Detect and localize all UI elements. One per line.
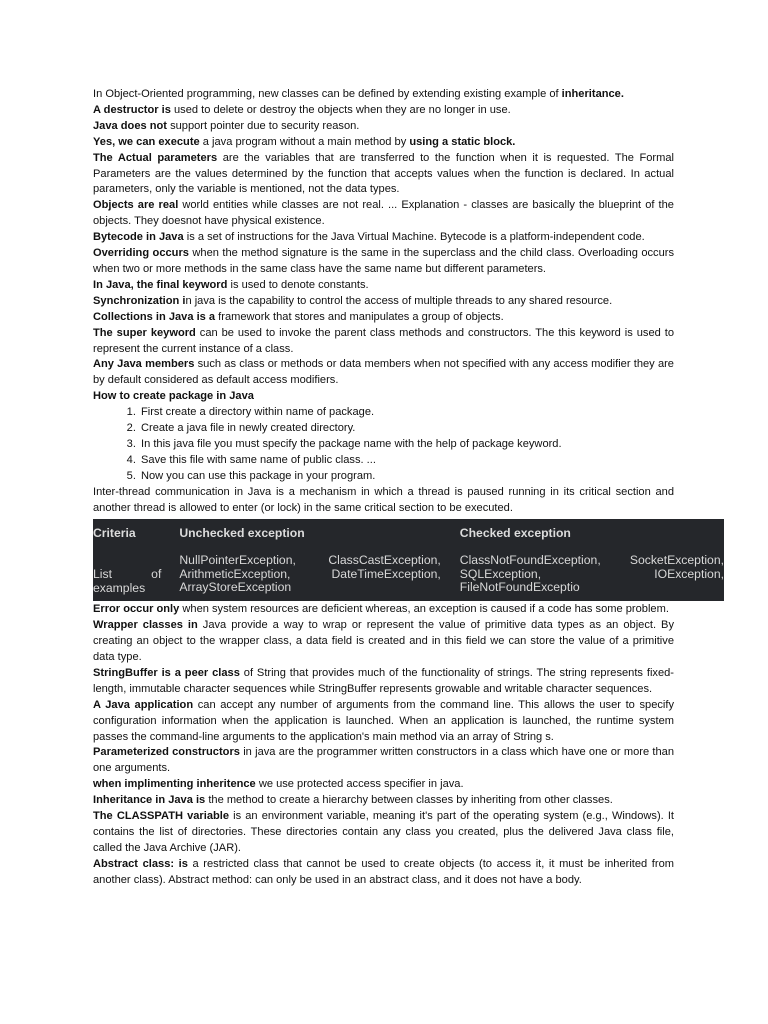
cell-row-label: List of examples xyxy=(93,567,162,595)
list-item: 1. First create a directory within name of package. xyxy=(139,405,674,421)
header-criteria: Criteria xyxy=(93,526,136,541)
paragraph-objects: Objects are real world entities while classes are not real. ... Explanation - classes are basically the blueprint of the objects. They doesnot have physical existence. xyxy=(93,199,674,228)
paragraph-access-modifiers: Any Java members such as class or methods or data members when not specified with any access modifier they are by default considered as default access modifiers. xyxy=(93,358,674,387)
cell-checked-examples: ClassNotFoundException, SocketException, SQLException, IOException, FileNotFoundExceptio xyxy=(459,553,724,595)
section-more-definitions xyxy=(93,602,674,888)
paragraph-destructor: A destructor is used to delete or destroy the objects when they are no longer in use. xyxy=(93,103,511,116)
table-header-row xyxy=(93,519,724,554)
header-unchecked: Unchecked exception xyxy=(179,526,305,541)
paragraph-pointer: Java does not support pointer due to security reason. xyxy=(93,119,360,132)
paragraph-java-application: A Java application can accept any number of arguments from the command line. This allows the user to specify configuration information when the application is launched. When an application is launched, the runtime system passes the command-line arguments to the application's main method via an array of String s. xyxy=(93,698,675,743)
paragraph-static-block: Yes, we can execute a java program without a main method by using a static block. xyxy=(93,135,516,148)
list-item: 4. Save this file with same name of public class. ... xyxy=(139,453,674,469)
paragraph-parameterized-constructors: Parameterized constructors in java are the programmer written constructors in a class which have one or more than one arguments. xyxy=(93,746,674,775)
package-steps-list xyxy=(93,405,674,485)
cell-unchecked-examples: NullPointerException, ClassCastException, ArithmeticException, DateTimeException, ArrayStoreException xyxy=(179,553,441,595)
heading-create-package: How to create package in Java xyxy=(93,390,254,403)
paragraph-wrapper-classes: Wrapper classes in Java provide a way to wrap or represent the value of primitive data types as an object. By creating an object to the wrapper class, a data field is created and in this field we can store the value of a primitive data type. xyxy=(93,619,675,663)
paragraph-parameters: The Actual parameters are the variables that are transferred to the function when it is requested. The Formal Parameters are the values determined by the function that accepts values when the function is declared. In actual parameters, only the variable is mentioned, not the data types. xyxy=(93,151,675,196)
paragraph-stringbuffer: StringBuffer is a peer class of String that provides much of the functionality of strings. The string represents fixed-length, immutable character sequences while StringBuffer represents growable and writable character sequences. xyxy=(93,666,674,695)
paragraph-inheritance: In Object-Oriented programming, new classes can be defined by extending existing example of inheritance. xyxy=(93,88,624,100)
list-item: 2. Create a java file in newly created directory. xyxy=(139,421,674,437)
paragraph-final-keyword: In Java, the final keyword is used to denote constants. xyxy=(93,278,369,291)
paragraph-bytecode: Bytecode in Java is a set of instructions for the Java Virtual Machine. Bytecode is a platform-independent code. xyxy=(93,231,645,244)
list-item: 5. Now you can use this package in your program. xyxy=(139,469,674,485)
paragraph-classpath: The CLASSPATH variable is an environment variable, meaning it's part of the operating system (e.g., Windows). It contains the list of directories. These directories contain any class you created, plus the delivered Java class file, called the Java Archive (JAR). xyxy=(93,810,674,854)
paragraph-collections: Collections in Java is a framework that stores and manipulates a group of objects. xyxy=(93,310,504,323)
paragraph-super-keyword: The super keyword can be used to invoke the parent class methods and constructors. The this keyword is used to represent the current instance of a class. xyxy=(93,326,674,355)
paragraph-inter-thread: Inter-thread communication in Java is a mechanism in which a thread is paused running in its critical section and another thread is allowed to enter (or lock) in the same critical section to be executed. xyxy=(93,485,674,514)
paragraph-inheritance-hierarchy: Inheritance in Java is the method to create a hierarchy between classes by inheriting from other classes. xyxy=(93,794,613,807)
header-checked: Checked exception xyxy=(459,526,571,541)
paragraph-abstract-class: Abstract class: is a restricted class that cannot be used to create objects (to access it, it must be inherited from another class). Abstract method: can only be used in an abstract class, and it does not have a body. xyxy=(93,857,674,886)
section-definitions xyxy=(93,87,674,405)
document-body xyxy=(93,87,724,889)
list-item: 3. In this java file you must specify the package name with the help of package keyword. xyxy=(139,437,674,453)
paragraph-overriding: Overriding occurs when the method signature is the same in the superclass and the child class. Overloading occurs when two or more methods in the same class have the same name but different parameters. xyxy=(93,247,675,275)
exceptions-table xyxy=(93,519,724,601)
paragraph-synchronization: Synchronization in java is the capability to control the access of multiple threads to any shared resource. xyxy=(93,294,613,307)
paragraph-error: Error occur only when system resources are deficient whereas, an exception is caused if a code has some problem. xyxy=(93,603,669,616)
table-row xyxy=(93,554,724,601)
paragraph-protected: when implimenting inheritence we use protected access specifier in java. xyxy=(93,778,464,791)
